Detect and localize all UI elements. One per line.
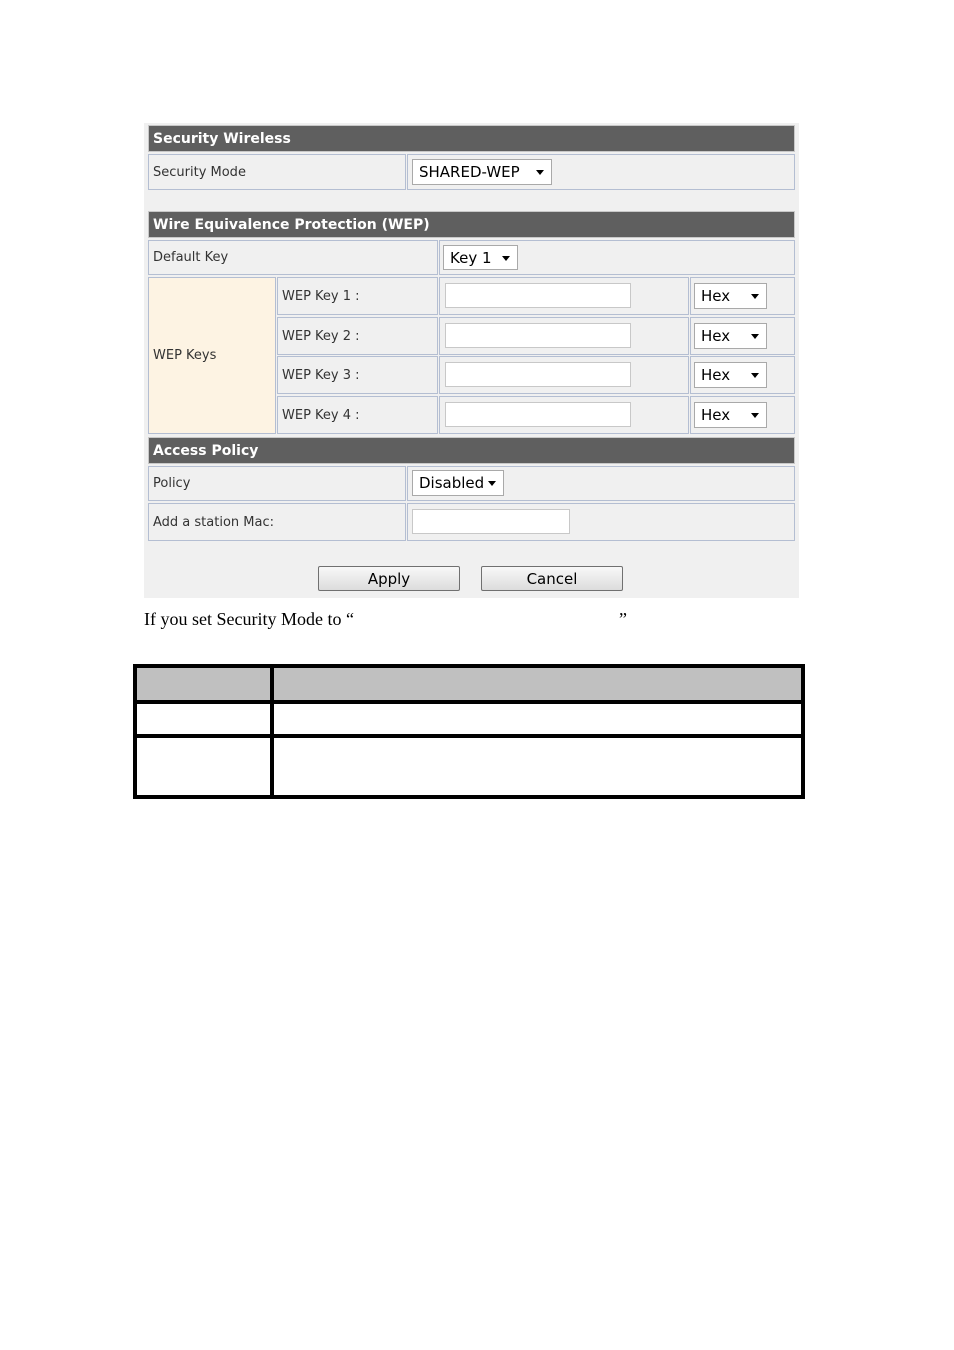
security-mode-select[interactable]	[412, 159, 552, 185]
default-key-label: Default Key	[148, 240, 438, 275]
wep-key-4-label: WEP Key 4 :	[277, 396, 438, 434]
table-row	[137, 704, 801, 738]
apply-button[interactable]: Apply	[318, 566, 460, 591]
wep-key-4-format-value: Hex	[701, 406, 731, 424]
sentence-end: ”	[618, 609, 627, 629]
chevron-down-icon	[536, 170, 544, 175]
chevron-down-icon	[751, 334, 759, 339]
security-mode-sentence	[144, 609, 627, 630]
security-wireless-header: Security Wireless	[148, 125, 795, 152]
wep-key-3-input[interactable]	[445, 362, 631, 387]
wep-key-3-label: WEP Key 3 :	[277, 356, 438, 394]
chevron-down-icon	[502, 256, 510, 261]
wep-key-3-format-select[interactable]	[694, 362, 767, 388]
wep-key-1-label: WEP Key 1 :	[277, 277, 438, 315]
station-mac-input[interactable]	[412, 509, 570, 534]
policy-value: Disabled	[419, 474, 485, 492]
wep-key-4-format-select[interactable]	[694, 402, 767, 428]
wep-key-2-format-value: Hex	[701, 327, 731, 345]
chevron-down-icon	[751, 373, 759, 378]
wep-keys-label: WEP Keys	[148, 277, 276, 434]
cancel-button[interactable]: Cancel	[481, 566, 623, 591]
wep-key-3-format-value: Hex	[701, 366, 731, 384]
wireless-security-panel	[144, 123, 799, 598]
policy-select[interactable]	[412, 470, 504, 496]
wep-key-4-input[interactable]	[445, 402, 631, 427]
table-divider	[270, 668, 274, 795]
chevron-down-icon	[751, 294, 759, 299]
default-key-select[interactable]	[443, 245, 518, 270]
default-key-value: Key 1	[450, 248, 492, 267]
wep-header: Wire Equivalence Protection (WEP)	[148, 211, 795, 238]
table-header-row	[137, 668, 801, 704]
sentence-start: If you set Security Mode to “	[144, 609, 354, 629]
policy-label: Policy	[148, 466, 406, 501]
wep-key-2-label: WEP Key 2 :	[277, 317, 438, 355]
security-mode-value: SHARED-WEP	[419, 163, 520, 181]
chevron-down-icon	[488, 481, 496, 486]
wep-key-1-format-value: Hex	[701, 287, 731, 305]
parameter-table	[133, 664, 805, 799]
wep-key-1-format-select[interactable]	[694, 283, 767, 309]
security-mode-label: Security Mode	[148, 154, 406, 190]
wep-key-2-format-select[interactable]	[694, 323, 767, 349]
access-policy-header: Access Policy	[148, 437, 795, 464]
chevron-down-icon	[751, 413, 759, 418]
wep-key-2-input[interactable]	[445, 323, 631, 348]
table-row	[137, 738, 801, 795]
station-mac-label: Add a station Mac:	[148, 503, 406, 541]
wep-key-1-input[interactable]	[445, 283, 631, 308]
